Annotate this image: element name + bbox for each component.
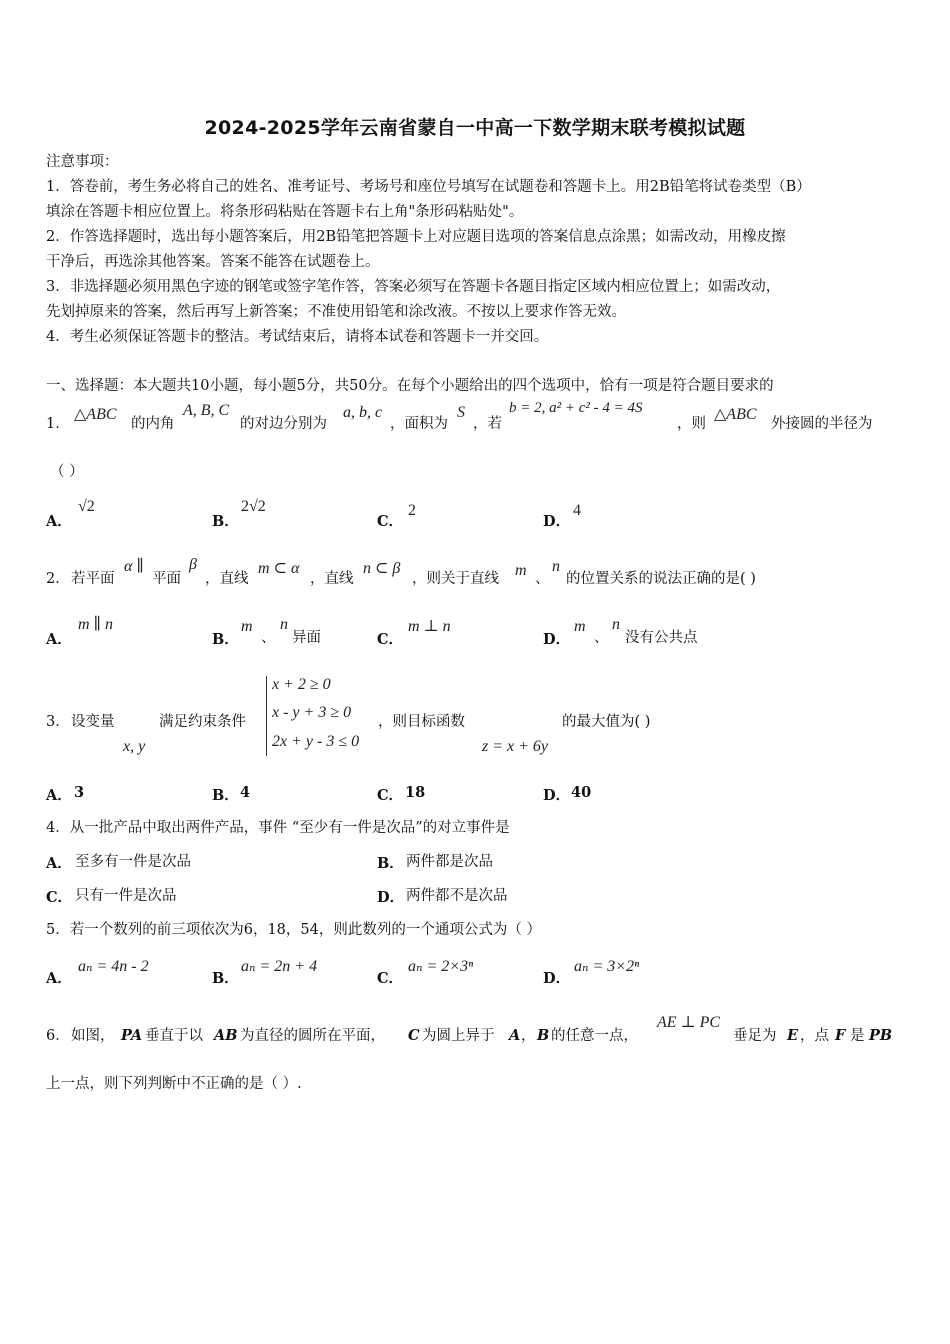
question-text: 5．若一个数列的前三项依次为6，18，54，则此数列的一个通项公式为（ ） — [46, 922, 541, 938]
constraint: x - y + 3 ≥ 0 — [272, 704, 352, 721]
option-label: A． — [46, 855, 72, 872]
option-label: D． — [543, 513, 571, 530]
notice-line: 1．答卷前，考生务必将自己的姓名、准考证号、考场号和座位号填写在试题卷和答题卡上。用2B铅笔将试卷类型（B） — [46, 179, 811, 195]
notice-line: 先划掉原来的答案，然后再写上新答案；不准使用铅笔和涂改液。不按以上要求作答无效。 — [46, 304, 626, 320]
option-label: B． — [377, 855, 404, 872]
question-number: 1． — [46, 416, 70, 432]
option-label: B． — [212, 631, 239, 648]
question-text: ，面积为 — [390, 416, 448, 432]
option-value: n — [612, 616, 620, 633]
question-text: 是 — [850, 1028, 865, 1044]
option-label: C． — [377, 787, 404, 804]
option-label: B． — [212, 970, 239, 987]
option-label: B． — [212, 513, 239, 530]
question-text: ，直线 — [310, 571, 354, 587]
question-text: 4．从一批产品中取出两件产品，事件 “至少有一件是次品”的对立事件是 — [46, 820, 510, 836]
question-text: 为圆上异于 — [422, 1028, 495, 1044]
question-text: 平面 — [152, 571, 181, 587]
option-value: m — [241, 618, 253, 635]
option-label: A． — [46, 787, 72, 804]
question-text: 的位置关系的说法正确的是( ) — [566, 571, 756, 587]
option-label: C． — [377, 970, 404, 987]
option-label: C． — [377, 513, 404, 530]
math-expression: b = 2, a² + c² - 4 = 4S — [509, 400, 643, 416]
math-expression: △ABC — [74, 406, 117, 423]
math-expression: α ∥ — [124, 558, 144, 575]
option-value: m — [574, 618, 586, 635]
option-value: n — [280, 616, 288, 633]
notice-heading: 注意事项： — [46, 154, 119, 170]
question-text: ， — [521, 1028, 536, 1044]
question-text: ，点 — [800, 1028, 829, 1044]
option-value: 只有一件是次品 — [75, 888, 177, 904]
option-value: 4 — [240, 784, 251, 801]
option-value: 2 — [408, 502, 416, 519]
question-text: 的内角 — [131, 416, 175, 432]
option-value: 两件都是次品 — [406, 854, 493, 870]
answer-blank: （ ） — [50, 464, 84, 480]
math-expression: A, B, C — [183, 402, 230, 419]
question-text: 若平面 — [71, 571, 115, 587]
section-heading: 一、选择题：本大题共10小题，每小题5分，共50分。在每个小题给出的四个选项中，恰有一项是符合题目要求的 — [46, 378, 774, 394]
option-label: B． — [212, 787, 239, 804]
option-value: aₙ = 2n + 4 — [241, 958, 318, 975]
notice-line: 填涂在答题卡相应位置上。将条形码粘贴在答题卡右上角"条形码粘贴处"。 — [46, 204, 524, 220]
constraint: x + 2 ≥ 0 — [272, 676, 331, 693]
math-var: A — [509, 1027, 521, 1044]
math-expression: n ⊂ β — [363, 560, 401, 577]
math-var: PB — [869, 1027, 893, 1044]
option-label: A． — [46, 970, 72, 987]
question-text: ，则目标函数 — [378, 714, 465, 730]
option-value: aₙ = 4n - 2 — [78, 958, 149, 975]
question-text: 外接圆的半径为 — [771, 416, 873, 432]
notice-line: 干净后，再选涂其他答案。答案不能答在试题卷上。 — [46, 254, 380, 270]
option-label: D． — [377, 889, 405, 906]
math-var: PA — [121, 1027, 143, 1044]
question-text: 设变量 — [71, 714, 115, 730]
option-label: C． — [46, 889, 73, 906]
question-number: 6． — [46, 1028, 70, 1044]
option-label: A． — [46, 513, 72, 530]
option-label: A． — [46, 631, 72, 648]
math-expression: AE ⊥ PC — [657, 1014, 721, 1031]
constraint: 2x + y - 3 ≤ 0 — [272, 733, 360, 750]
math-expression: z = x + 6y — [482, 738, 549, 755]
notice-line: 3．非选择题必须用黑色字迹的钢笔或签字笔作答，答案必须写在答题卡各题目指定区域内相应位置上；如需改动， — [46, 279, 781, 295]
math-expression: a, b, c — [343, 404, 383, 421]
option-text: 没有公共点 — [625, 630, 698, 646]
option-value: 3 — [74, 784, 85, 801]
constraint-brace — [266, 676, 267, 756]
math-expression: β — [189, 556, 197, 573]
question-text: 垂足为 — [733, 1028, 777, 1044]
option-value: m ∥ n — [78, 616, 113, 633]
option-label: D． — [543, 631, 571, 648]
option-value: √2 — [78, 498, 95, 515]
option-value: 40 — [571, 784, 592, 801]
math-expression: S — [457, 404, 465, 421]
option-text: 、 — [594, 630, 609, 646]
question-text: ，直线 — [205, 571, 249, 587]
option-label: D． — [543, 970, 571, 987]
question-number: 2． — [46, 571, 70, 587]
question-text: 上一点，则下列判断中不正确的是（ ）. — [46, 1076, 302, 1092]
option-value: aₙ = 2×3ⁿ — [408, 958, 474, 975]
option-text: 异面 — [292, 630, 321, 646]
notice-line: 2．作答选择题时，选出每小题答案后，用2B铅笔把答题卡上对应题目选项的答案信息点涂黑；如需改动，用橡皮擦 — [46, 229, 786, 245]
option-value: 至多有一件是次品 — [75, 854, 191, 870]
math-expression: △ABC — [714, 406, 757, 423]
math-var: AB — [214, 1027, 238, 1044]
option-label: D． — [543, 787, 571, 804]
math-var: C — [408, 1027, 420, 1044]
question-text: 垂直于以 — [145, 1028, 203, 1044]
option-label: C． — [377, 631, 404, 648]
option-value: 两件都不是次品 — [406, 888, 508, 904]
math-var: F — [835, 1027, 846, 1044]
question-text: ，则 — [677, 416, 706, 432]
math-expression: x, y — [123, 738, 146, 755]
question-text: 、 — [535, 571, 550, 587]
question-text: ，若 — [473, 416, 502, 432]
math-var: B — [537, 1027, 550, 1044]
question-text: 满足约束条件 — [159, 714, 246, 730]
question-text: 如图， — [71, 1028, 115, 1044]
math-expression: n — [552, 558, 560, 575]
question-text: 的最大值为( ) — [562, 714, 651, 730]
question-text: 的对边分别为 — [240, 416, 327, 432]
notice-line: 4．考生必须保证答题卡的整洁。考试结束后，请将本试卷和答题卡一并交回。 — [46, 329, 549, 345]
page-title: 2024-2025学年云南省蒙自一中高一下数学期末联考模拟试题 — [204, 117, 746, 139]
question-number: 3． — [46, 714, 70, 730]
option-value: aₙ = 3×2ⁿ — [574, 958, 640, 975]
question-text: 为直径的圆所在平面， — [240, 1028, 385, 1044]
math-expression: m — [515, 562, 527, 579]
option-value: 4 — [573, 502, 581, 519]
question-text: 的任意一点， — [551, 1028, 638, 1044]
math-var: E — [787, 1027, 799, 1044]
math-expression: m ⊂ α — [258, 560, 300, 577]
option-value: 2√2 — [241, 498, 266, 515]
question-text: ，则关于直线 — [412, 571, 499, 587]
option-text: 、 — [261, 630, 276, 646]
option-value: m ⊥ n — [408, 618, 451, 635]
option-value: 18 — [405, 784, 426, 801]
